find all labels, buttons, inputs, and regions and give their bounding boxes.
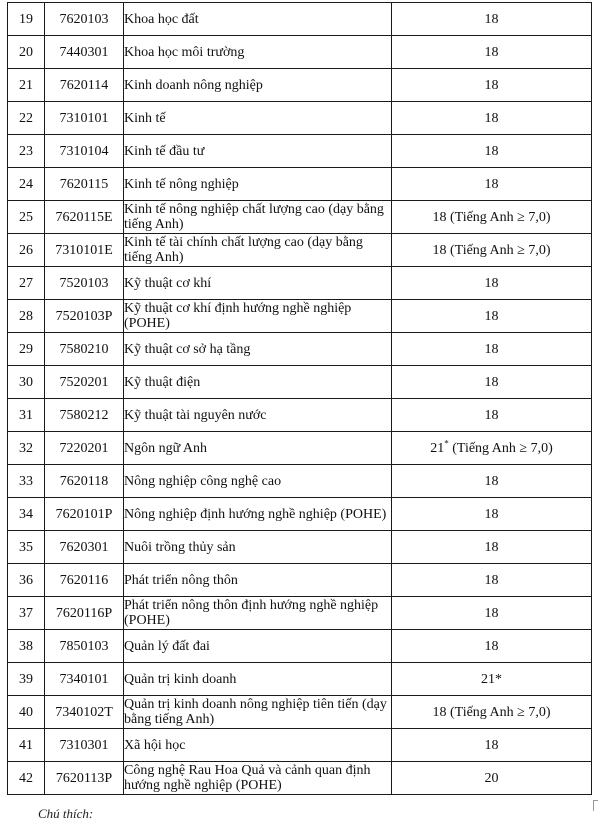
admission-score: 18 (Tiếng Anh ≥ 7,0): [392, 201, 592, 234]
row-number: 19: [8, 3, 45, 36]
major-name: Kỹ thuật cơ khí: [124, 267, 392, 300]
major-code: 7620118: [45, 465, 124, 498]
table-row: [8, 300, 592, 333]
table-row: [8, 201, 592, 234]
major-name: Kinh tế đầu tư: [124, 135, 392, 168]
major-name: Quản lý đất đai: [124, 630, 392, 663]
row-number: 42: [8, 762, 45, 795]
major-code: 7520201: [45, 366, 124, 399]
row-number: 21: [8, 69, 45, 102]
admission-score: 18: [392, 531, 592, 564]
major-code: 7620116P: [45, 597, 124, 630]
major-code: 7620116: [45, 564, 124, 597]
major-code: 7580210: [45, 333, 124, 366]
score-value: 21: [430, 440, 445, 456]
table-row: [8, 432, 592, 465]
row-number: 38: [8, 630, 45, 663]
row-number: 36: [8, 564, 45, 597]
major-name: Phát triển nông thôn: [124, 564, 392, 597]
row-number: 33: [8, 465, 45, 498]
table-row: [8, 234, 592, 267]
admission-score: 20: [392, 762, 592, 795]
major-name: Quản trị kinh doanh nông nghiệp tiên tiến (dạy bằng tiếng Anh): [124, 696, 392, 729]
major-name: Khoa học môi trường: [124, 36, 392, 69]
admission-score: 18: [392, 333, 592, 366]
admission-score: 18: [392, 168, 592, 201]
row-number: 29: [8, 333, 45, 366]
table-row: [8, 630, 592, 663]
major-name: Kinh doanh nông nghiệp: [124, 69, 392, 102]
row-number: 30: [8, 366, 45, 399]
page-corner-mark: [593, 800, 598, 811]
table-row: [8, 531, 592, 564]
row-number: 40: [8, 696, 45, 729]
major-name: Kỹ thuật cơ sở hạ tầng: [124, 333, 392, 366]
footnote-label: Chú thích:: [38, 806, 94, 821]
admission-score: 18: [392, 36, 592, 69]
row-number: 31: [8, 399, 45, 432]
admission-score: 18: [392, 135, 592, 168]
major-name: Kinh tế tài chính chất lượng cao (dạy bằng tiếng Anh): [124, 234, 392, 267]
table-row: [8, 3, 592, 36]
admission-score-table: [7, 2, 592, 795]
major-code: 7620113P: [45, 762, 124, 795]
admission-score: 18: [392, 729, 592, 762]
row-number: 23: [8, 135, 45, 168]
table-row: [8, 168, 592, 201]
table-row: [8, 333, 592, 366]
row-number: 34: [8, 498, 45, 531]
major-code: 7620115: [45, 168, 124, 201]
row-number: 20: [8, 36, 45, 69]
row-number: 39: [8, 663, 45, 696]
major-code: 7310301: [45, 729, 124, 762]
row-number: 28: [8, 300, 45, 333]
major-code: 7620114: [45, 69, 124, 102]
table-row: [8, 564, 592, 597]
admission-score: 21*: [392, 663, 592, 696]
admission-score: 18: [392, 3, 592, 36]
major-name: Nông nghiệp định hướng nghề nghiệp (POHE): [124, 498, 392, 531]
major-code: 7440301: [45, 36, 124, 69]
major-name: Kinh tế nông nghiệp: [124, 168, 392, 201]
major-code: 7310101: [45, 102, 124, 135]
major-code: 7580212: [45, 399, 124, 432]
table-row: [8, 135, 592, 168]
major-code: 7520103: [45, 267, 124, 300]
score-condition: (Tiếng Anh ≥ 7,0): [448, 440, 553, 456]
table-row: [8, 465, 592, 498]
row-number: 24: [8, 168, 45, 201]
admission-score: 18: [392, 597, 592, 630]
table-row: [8, 36, 592, 69]
table-row: [8, 762, 592, 795]
major-code: 7620101P: [45, 498, 124, 531]
score-footnote-mark: *: [444, 437, 449, 448]
admission-score: 18 (Tiếng Anh ≥ 7,0): [392, 696, 592, 729]
major-code: 7340102T: [45, 696, 124, 729]
row-number: 26: [8, 234, 45, 267]
major-name: Kinh tế: [124, 102, 392, 135]
admission-score: 18: [392, 267, 592, 300]
table-row: [8, 267, 592, 300]
admission-score: [392, 432, 592, 465]
major-code: 7220201: [45, 432, 124, 465]
table-row: [8, 729, 592, 762]
table-row: [8, 597, 592, 630]
major-name: Nuôi trồng thủy sản: [124, 531, 392, 564]
major-name: Kỹ thuật cơ khí định hướng nghề nghiệp (POHE): [124, 300, 392, 333]
major-name: Nông nghiệp công nghệ cao: [124, 465, 392, 498]
row-number: 37: [8, 597, 45, 630]
admission-score: 18: [392, 498, 592, 531]
row-number: 41: [8, 729, 45, 762]
major-code: 7340101: [45, 663, 124, 696]
table-row: [8, 69, 592, 102]
table-row: [8, 696, 592, 729]
major-code: 7310101E: [45, 234, 124, 267]
admission-score: 18: [392, 102, 592, 135]
table-row: [8, 399, 592, 432]
table-row: [8, 366, 592, 399]
major-code: 7310104: [45, 135, 124, 168]
admission-score: 18: [392, 69, 592, 102]
major-name: Kinh tế nông nghiệp chất lượng cao (dạy bằng tiếng Anh): [124, 201, 392, 234]
major-code: 7850103: [45, 630, 124, 663]
major-name: Ngôn ngữ Anh: [124, 432, 392, 465]
admission-score: 18: [392, 465, 592, 498]
table-row: [8, 498, 592, 531]
major-name: Khoa học đất: [124, 3, 392, 36]
major-code: 7520103P: [45, 300, 124, 333]
row-number: 22: [8, 102, 45, 135]
major-code: 7620103: [45, 3, 124, 36]
table-row: [8, 102, 592, 135]
admission-score: 18: [392, 399, 592, 432]
admission-score: 18: [392, 366, 592, 399]
row-number: 25: [8, 201, 45, 234]
admission-score: 18 (Tiếng Anh ≥ 7,0): [392, 234, 592, 267]
major-name: Xã hội học: [124, 729, 392, 762]
major-code: 7620115E: [45, 201, 124, 234]
major-name: Quản trị kinh doanh: [124, 663, 392, 696]
row-number: 32: [8, 432, 45, 465]
table-row: [8, 663, 592, 696]
row-number: 27: [8, 267, 45, 300]
major-name: Công nghệ Rau Hoa Quả và cảnh quan định hướng nghề nghiệp (POHE): [124, 762, 392, 795]
major-name: Kỹ thuật điện: [124, 366, 392, 399]
admission-score: 18: [392, 564, 592, 597]
major-code: 7620301: [45, 531, 124, 564]
major-name: Phát triển nông thôn định hướng nghề nghiệp (POHE): [124, 597, 392, 630]
admission-score: 18: [392, 300, 592, 333]
row-number: 35: [8, 531, 45, 564]
major-name: Kỹ thuật tài nguyên nước: [124, 399, 392, 432]
admission-score: 18: [392, 630, 592, 663]
